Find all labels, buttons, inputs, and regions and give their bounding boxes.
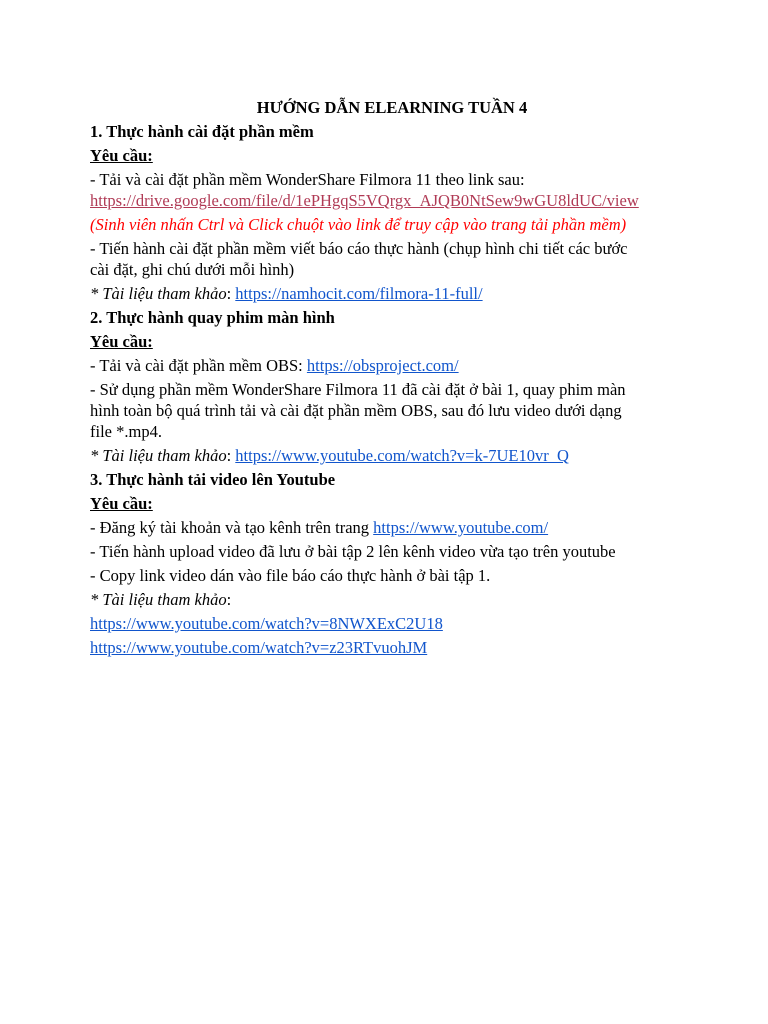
section-2-step-1-text: - Tải và cài đặt phần mềm OBS: — [90, 356, 307, 375]
section-3-heading: 3. Thực hành tải video lên Youtube — [90, 470, 336, 489]
document-page — [90, 97, 690, 661]
section-3-step-3: - Copy link video dán vào file báo cáo thực hành ở bài tập 1. — [90, 566, 491, 585]
section-2-step-2 — [90, 379, 690, 442]
section-3-reference-link-2-row — [90, 637, 690, 658]
section-1-reference — [90, 283, 690, 304]
section-1-heading: 1. Thực hành cài đặt phần mềm — [90, 122, 314, 141]
section-2-reference-label: * Tài liệu tham khảo — [90, 446, 227, 465]
section-2-heading: 2. Thực hành quay phim màn hình — [90, 308, 335, 327]
section-2-requirements-label: Yêu cầu: — [90, 332, 153, 351]
section-1-step-1-text: - Tải và cài đặt phần mềm WonderShare Filmora 11 theo link sau: — [90, 170, 525, 189]
section-2-step-2-line-1: - Sử dụng phần mềm WonderShare Filmora 11 đã cài đặt ở bài 1, quay phim màn — [90, 380, 626, 399]
section-1-step-1 — [90, 169, 690, 211]
drive-download-link[interactable]: https://drive.google.com/file/d/1ePHgqS5VQrgx_AJQB0NtSew9wGU8ldUC/view — [90, 191, 639, 210]
section-3-reference-label: * Tài liệu tham khảo — [90, 590, 227, 609]
youtube-obs-tutorial-link[interactable]: https://www.youtube.com/watch?v=k-7UE10vr_Q — [235, 446, 569, 465]
section-1-ctrl-click-note: (Sinh viên nhấn Ctrl và Click chuột vào link để truy cập vào trang tải phần mềm) — [90, 215, 627, 234]
section-1-reference-separator: : — [226, 284, 236, 303]
section-3-step-1-text: - Đăng ký tài khoản và tạo kênh trên trang — [90, 518, 374, 537]
section-2-reference-separator: : — [226, 446, 236, 465]
section-3-reference-link-1-row — [90, 613, 690, 634]
youtube-home-link[interactable]: https://www.youtube.com/ — [373, 518, 549, 537]
youtube-upload-tutorial-link-2[interactable]: https://www.youtube.com/watch?v=z23RTvuohJM — [90, 638, 428, 657]
section-3-requirements-label: Yêu cầu: — [90, 494, 153, 513]
section-1-step-2-line-2: cài đặt, ghi chú dưới mỗi hình) — [90, 260, 295, 279]
section-2-step-2-line-3: file *.mp4. — [90, 422, 162, 441]
youtube-upload-tutorial-link-1[interactable]: https://www.youtube.com/watch?v=8NWXExC2U18 — [90, 614, 443, 633]
section-1-requirements-label: Yêu cầu: — [90, 146, 153, 165]
section-1-step-2 — [90, 238, 690, 280]
section-2-reference — [90, 445, 690, 466]
section-3-reference — [90, 589, 690, 610]
section-3-step-2: - Tiến hành upload video đã lưu ở bài tập 2 lên kênh video vừa tạo trên youtube — [90, 542, 616, 561]
section-3 — [90, 469, 690, 658]
section-2-step-2-line-2: hình toàn bộ quá trình tải và cài đặt phần mềm OBS, sau đó lưu video dưới dạng — [90, 401, 622, 420]
obsproject-link[interactable]: https://obsproject.com/ — [306, 356, 459, 375]
document-title: HƯỚNG DẪN ELEARNING TUẦN 4 — [256, 98, 528, 117]
section-3-step-1 — [90, 517, 690, 538]
section-3-reference-separator: : — [226, 590, 232, 609]
namhocit-reference-link[interactable]: https://namhocit.com/filmora-11-full/ — [235, 284, 483, 303]
section-2-step-1 — [90, 355, 690, 376]
section-1-step-2-line-1: - Tiến hành cài đặt phần mềm viết báo cáo thực hành (chụp hình chi tiết các bước — [90, 239, 628, 258]
section-1-reference-label: * Tài liệu tham khảo — [90, 284, 227, 303]
section-1 — [90, 121, 690, 304]
section-2 — [90, 307, 690, 466]
